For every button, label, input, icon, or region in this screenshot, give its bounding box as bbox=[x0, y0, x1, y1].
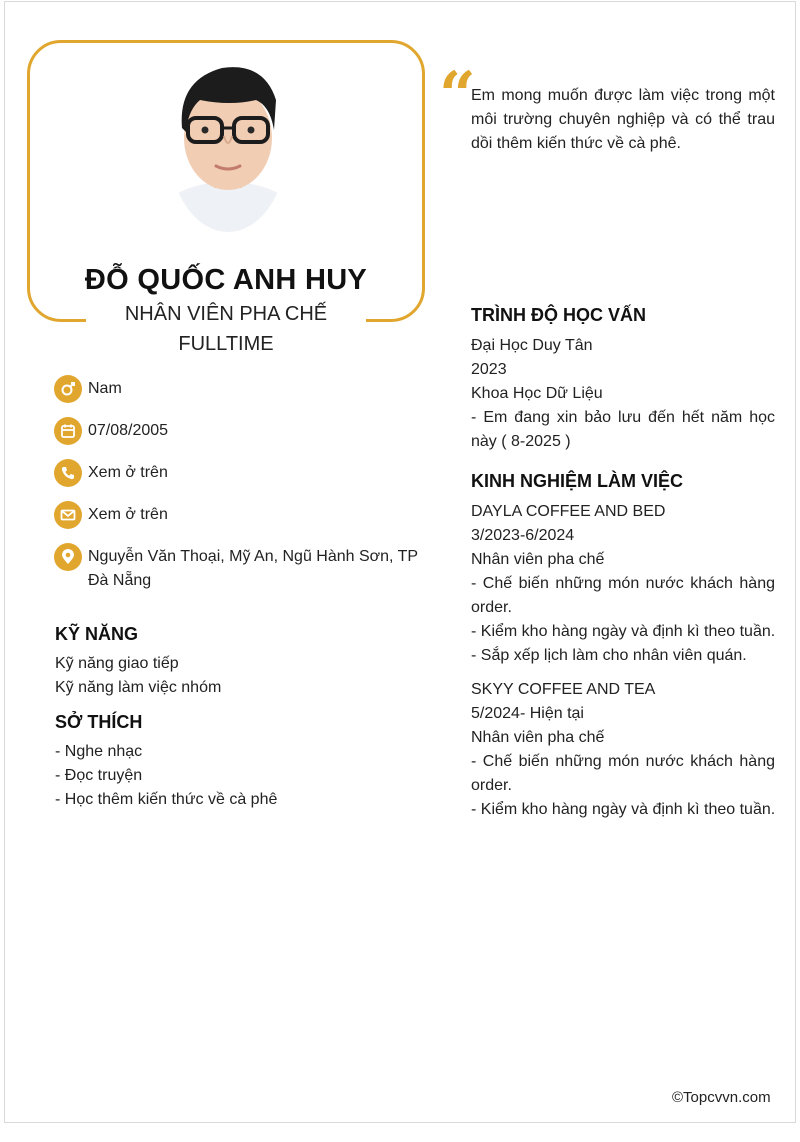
email-icon bbox=[54, 501, 82, 529]
job-period: 5/2024- Hiện tại bbox=[471, 705, 584, 722]
hobby-item: - Đọc truyện bbox=[55, 767, 143, 784]
education-school: Đại Học Duy Tân bbox=[471, 337, 593, 354]
job-period: 3/2023-6/2024 bbox=[471, 527, 575, 544]
employment-type: FULLTIME bbox=[178, 333, 274, 355]
job-company: DAYLA COFFEE AND BED bbox=[471, 503, 666, 520]
job-company: SKYY COFFEE AND TEA bbox=[471, 681, 656, 698]
job-duty: - Chế biến những món nước khách hàng order. bbox=[471, 753, 775, 794]
education-note: - Em đang xin bảo lưu đến hết năm học này ( 8-2025 ) bbox=[471, 409, 775, 450]
candidate-name: ĐỖ QUỐC ANH HUY bbox=[84, 264, 368, 296]
education-major: Khoa Học Dữ Liệu bbox=[471, 385, 603, 402]
footer-credit: ©Topcvvn.com bbox=[672, 1089, 771, 1106]
hobby-item: - Nghe nhạc bbox=[55, 743, 143, 760]
hobby-item: - Học thêm kiến thức về cà phê bbox=[55, 791, 278, 808]
location-pin-icon bbox=[54, 543, 82, 571]
hobbies-heading: SỞ THÍCH bbox=[55, 712, 143, 732]
experience-heading: KINH NGHIỆM LÀM VIỆC bbox=[471, 471, 684, 491]
contact-birthdate: 07/08/2005 bbox=[54, 417, 434, 445]
quote-icon: “ bbox=[439, 58, 476, 133]
career-objective: Em mong muốn được làm việc trong một môi trường chuyên nghiệp và có thể trau dồi thêm kiến thức về cà phê. bbox=[471, 87, 775, 152]
skills-heading: KỸ NĂNG bbox=[55, 624, 139, 644]
skill-item: Kỹ năng giao tiếp bbox=[55, 655, 179, 672]
job-role: Nhân viên pha chế bbox=[471, 551, 605, 568]
phone-icon bbox=[54, 459, 82, 487]
job-duty: - Sắp xếp lịch làm cho nhân viên quán. bbox=[471, 647, 747, 664]
job-duty: - Chế biến những món nước khách hàng order. bbox=[471, 575, 775, 616]
skill-item: Kỹ năng làm việc nhóm bbox=[55, 679, 222, 696]
gender-icon bbox=[54, 375, 82, 403]
job-position: NHÂN VIÊN PHA CHẾ bbox=[124, 303, 328, 325]
education-year: 2023 bbox=[471, 361, 507, 378]
education-heading: TRÌNH ĐỘ HỌC VẤN bbox=[471, 305, 646, 325]
job-role: Nhân viên pha chế bbox=[471, 729, 605, 746]
contact-email: Xem ở trên bbox=[54, 501, 434, 529]
contact-address: Nguyễn Văn Thoại, Mỹ An, Ngũ Hành Sơn, TP Đà Nẵng bbox=[54, 543, 434, 593]
contact-phone: Xem ở trên bbox=[54, 459, 434, 487]
profile-photo bbox=[160, 50, 296, 232]
job-duty: - Kiểm kho hàng ngày và định kì theo tuần. bbox=[471, 801, 776, 818]
job-duty: - Kiểm kho hàng ngày và định kì theo tuần. bbox=[471, 623, 776, 640]
contact-gender: Nam bbox=[54, 375, 434, 403]
calendar-icon bbox=[54, 417, 82, 445]
